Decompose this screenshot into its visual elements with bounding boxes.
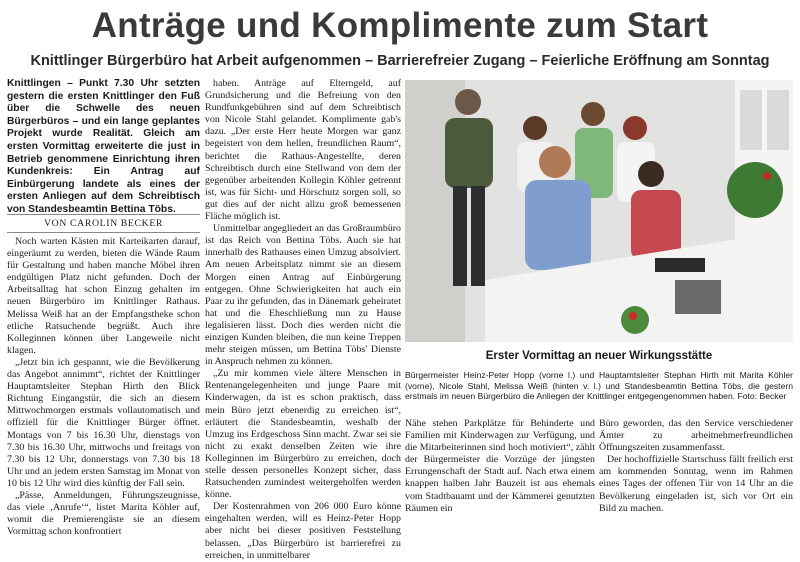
paragraph: Büro geworden, das den Service verschiedener Ämter zu arbeitnehmerfreundlichen Öffnungszeiten zusammenfasst. <box>599 418 793 454</box>
photo-illustration <box>405 80 793 342</box>
office-photo <box>405 80 793 342</box>
photo-caption: Bürgermeister Heinz-Peter Hopp (vorne l.) und Hauptamtsleiter Stephan Hirth mit Marita Köhler (vorne), Nicole Stahl, Melissa Weiß (hinten v. l.) und Standesbeamtin Bettina Töbs, die gestern erstmals im neuen Bürgerbüro die Anliegen der Knittlinger entgegengenommen haben. Foto: Becker <box>405 370 793 402</box>
headline: Anträge und Komplimente zum Start <box>91 6 709 45</box>
paragraph: Noch warten Kästen mit Karteikarten darauf, eingeräumt zu werden, bieten die Wände Raum für Gestaltung und haben manche Möbel ihren endgültigen Platz nicht gefunden. Doch der Arbeitsalltag hat schon Einzug gehalten im neuen Bürgerbüro im Knittlinger Rathaus. Melissa Weiß hat an der Empfangstheke schon etliche Ratsuchende begrüßt. Auch ihre Kolleginnen können über Langeweile nicht klagen. <box>7 236 200 356</box>
photo-caption-title: Erster Vormittag an neuer Wirkungsstätte <box>485 350 713 362</box>
article-column-4 <box>599 418 793 514</box>
paragraph: Der hochoffizielle Startschuss fällt freilich erst am kommenden Sonntag, wenn im Rahmen eines Tages der offenen Tür von 14 Uhr an die Bevölkerung eingeladen ist, sich vor Ort ein Bild zu machen. <box>599 454 793 514</box>
article-column-3 <box>405 418 595 514</box>
subheadline: Knittlinger Bürgerbüro hat Arbeit aufgenommen – Barrierefreier Zugang – Feierliche Eröffnung am Sonntag <box>30 53 770 69</box>
paragraph: Der Kostenrahmen von 206 000 Euro könne eingehalten werden, will es Heinz-Peter Hopp aber nicht bei dieser positiven Feststellung belassen. „Das Bürgerbüro ist barrierefrei zu erreichen, in unmittelbarer <box>205 501 401 561</box>
byline: VON CAROLIN BECKER <box>7 214 200 233</box>
paragraph: „Pässe, Anmeldungen, Führungszeugnisse, das viele ‚Anrufe‘“, listet Marita Köhler auf, womit die Premierengäste sie an diesem Vormittag schon konfrontiert <box>7 489 200 538</box>
paragraph: Unmittelbar angegliedert an das Großraumbüro ist das Reich von Bettina Töbs. Auch sie hat innerhalb des Rathauses einen Umzug absolviert. Am neuen Arbeitsplatz nimmt sie an diesem Morgen einen Antrag auf Einbürgerung entgegen. Ohne Schwierigkeiten hat auch ein Paar zu ihr gefunden, das in Dänemark geheiratet hat und die Eheschließung nun zu Hause legalisieren lässt. Doch dies werden nicht die einzigen Kunden bleiben, die nun keine Treppen mehr steigen müssen, um Bettina Töbs' Dienste in Anspruch nehmen zu können. <box>205 223 401 368</box>
paragraph: haben. Anträge auf Elterngeld, auf Grundsicherung und die Befreiung von den Rundfunkgebühren sind auf dem Schreibtisch von Nicole Stahl gelandet. Komplimente gab's dazu. „Der erste Herr heute Morgen war ganz begeistert von dem hellen, freundlichen Raum“, berichtet die Rathaus-Angestellte, deren Schreibtisch durch eine Stellwand von dem der gegenüber arbeitenden Kollegin Köhler getrennt ist, was für Sicht- und Hörschutz sorgen soll, so gut dies auf der nicht allzu groß bemessenen Fläche möglich ist. <box>205 78 401 223</box>
article-column-1 <box>7 236 200 538</box>
paragraph: „Zu mir kommen viele ältere Menschen in Rentenangelegenheiten und junge Paare mit Kinderwagen, da ist es schon praktisch, dass mein Büro jetzt ebenerdig zu erreichen ist“, erläutert die Standesbeamtin, weshalb der Umzug ins Erdgeschoss Sinn macht. Zwar sei sie nicht zu exakt denselben Zeiten wie ihre Kolleginnen im Bürgerbüro zu erreichen, doch stelle dessen personelles Konzept sicher, dass Ratsuchenden zumindest weitergeholfen werden könne. <box>205 368 401 501</box>
paragraph: Nähe stehen Parkplätze für Behinderte und Familien mit Kinderwagen zur Verfügung, und die Mitarbeiterinnen sind hoch motiviert“, zählt der Bürgermeister die Vorzüge der jüngsten Errungenschaft der Stadt auf. Nach etwa einem knappen halben Jahr Bauzeit ist aus ehemals vom Stadtbauamt und der Kämmerei genutzten Räumen ein <box>405 418 595 514</box>
article-column-2 <box>205 78 401 561</box>
lead-paragraph: Knittlingen – Punkt 7.30 Uhr setzten gestern die ersten Knittlinger den Fuß über die Schwelle des neuen Bürgerbüros – und ein lange geplantes Projekt wurde Realität. Gleich am ersten Vormittag erweiterte die just in Betrieb genommene Einrichtung ihren Kundenkreis: Ein Antrag auf Einbürgerung landete als eines der ersten Anliegen auf dem Schreibtisch von Standesbeamtin Bettina Töbs. <box>7 78 200 215</box>
paragraph: „Jetzt bin ich gespannt, wie die Bevölkerung das Angebot annimmt“, richtet der Knittlinger Hauptamtsleiter Stephan Hirth den Blick Richtung Eingangstür, die sich an diesem Mittwochmorgen erstmals vollautomatisch und offiziell für die Knittlinger Bürger öffnet. Montags von 7 bis 16.30 Uhr, dienstags von 7.30 bis 16.30 Uhr, mittwochs und freitags von 7.30 bis 12 Uhr, donnerstags von 7.30 bis 18 Uhr und an jedem ersten Samstag im Monat von 10 bis 12 Uhr wird dies künftig der Fall sein. <box>7 356 200 489</box>
